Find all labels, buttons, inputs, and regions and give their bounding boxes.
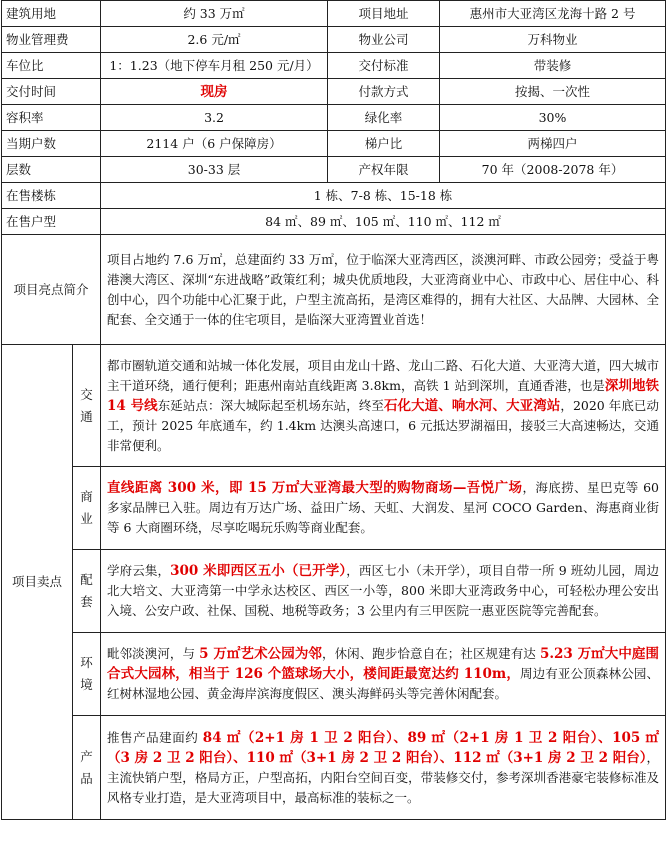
row-unit-types	[2, 209, 666, 235]
row-environment	[2, 633, 666, 716]
label-elevator-ratio: 梯户比	[328, 131, 440, 157]
value-facilities	[101, 550, 666, 633]
value-elevator-ratio: 两梯四户	[440, 131, 666, 157]
value-property-company: 万科物业	[440, 27, 666, 53]
row-product	[2, 716, 666, 820]
value-management-fee: 2.6 元/㎡	[101, 27, 328, 53]
value-green-ratio: 30%	[440, 105, 666, 131]
label-selling-points: 项目卖点	[2, 345, 73, 820]
value-product	[101, 716, 666, 820]
label-green-ratio: 绿化率	[328, 105, 440, 131]
value-highlights: 项目占地约 7.6 万㎡，总建面约 33 万㎡，位于临深大亚湾西区，淡澳河畔、市政公园旁；受益于粤港澳大湾区、深圳“东进战略”政策红利；城央优质地段，大亚湾商业中心、市政中心、居住中心、科创中心，四个功能中心汇聚于此，户型主流高拓，是湾区难得的，拥有大社区、大品牌、大园林、全配套、全交通于一体的住宅项目，是临深大亚湾置业首选！	[101, 235, 666, 345]
transport-text-3: ，2020 年底已动工，预计 2025 年底通车，约 1.4km 达澳头高速口，6 元抵达罗湖福田，接驳三大高速畅达，交通非常便利。	[107, 397, 660, 453]
value-delivery-time: 现房	[101, 79, 328, 105]
environment-text-3: 周边有亚公顶森林公园、红树林湿地公园、黄金海岸滨海度假区、澳头海鲜码头等完善休闲配套。	[107, 666, 659, 701]
environment-text-1: 毗邻淡澳河，与	[107, 646, 200, 661]
value-property-years: 70 年（2008-2078 年）	[440, 157, 666, 183]
label-floors: 层数	[2, 157, 101, 183]
facilities-text-1: 学府云集，	[107, 563, 171, 578]
facilities-text-2: ，西区七小（未开学），项目自带一所 9 班幼儿园，周边北大培文、大亚湾第一中学永达校区、西区一小等，800 米即大亚湾政务中心，可轻松办理公安出入境、公安户政、社保、国税、地税等政务；3 公里内有三甲医院一惠亚医院等完善配套。	[107, 563, 660, 618]
value-buildings: 1 栋、7-8 栋、15-18 栋	[101, 183, 666, 209]
row-management-fee	[2, 27, 666, 53]
row-commerce	[2, 467, 666, 550]
row-facilities	[2, 550, 666, 633]
project-info-table	[1, 0, 666, 820]
value-building-area: 约 33 万㎡	[101, 1, 328, 27]
row-transport	[2, 345, 666, 467]
label-environment	[73, 633, 101, 716]
product-highlight-1: 84 ㎡（2+1 房 1 卫 2 阳台）、89 ㎡（2+1 房 1 卫 2 阳台）、105 ㎡（3 房 2 卫 2 阳台）、110 ㎡（3+1 房 2 卫 2 阳台）、112 ㎡（3+1 房 2 卫 2 阳台）	[107, 729, 660, 766]
commerce-text-1: ，海底捞、星巴克等 60 多家品牌已入驻。周边有万达广场、益田广场、天虹、大润发、星河 COCO Garden、海惠商业街等 6 大商圈环绕，尽享吃喝玩乐购等商业配套。	[107, 480, 660, 535]
transport-text-1: 都市圈轨道交通和站城一体化发展，项目由龙山十路、龙山二路、石化大道、大亚湾大道，四大城市主干道环绕，通行便利；距惠州南站直线距离 3.8km，高铁 1 站到深圳，直通香港，也是	[107, 357, 660, 393]
row-floors	[2, 157, 666, 183]
row-buildings	[2, 183, 666, 209]
value-unit-types: 84 ㎡、89 ㎡、105 ㎡、110 ㎡、112 ㎡	[101, 209, 666, 235]
commerce-highlight-1: 直线距离 300 米，即 15 万㎡大亚湾最大型的购物商场—吾悦广场	[107, 480, 523, 496]
environment-highlight-1: 5 万㎡艺术公园为邻	[199, 646, 322, 662]
row-parking-ratio	[2, 53, 666, 79]
label-project-address: 项目地址	[328, 1, 440, 27]
environment-highlight-2: 5.23 万㎡大中庭围合式大园林，相当于 126 个篮球场大小，楼间距最宽达约 110m，	[107, 646, 660, 682]
transport-highlight-2: 石化大道、响水河、大亚湾站	[383, 397, 561, 414]
label-commerce-text: 商业	[80, 489, 93, 526]
transport-highlight-1: 深圳地铁 14 号线	[107, 377, 660, 414]
label-management-fee: 物业管理费	[2, 27, 101, 53]
row-delivery-time	[2, 79, 666, 105]
label-buildings: 在售楼栋	[2, 183, 101, 209]
value-environment	[101, 633, 666, 716]
label-households: 当期户数	[2, 131, 101, 157]
value-delivery-standard: 带装修	[440, 53, 666, 79]
label-delivery-standard: 交付标准	[328, 53, 440, 79]
value-plot-ratio: 3.2	[101, 105, 328, 131]
value-transport	[101, 345, 666, 467]
value-payment-method: 按揭、一次性	[440, 79, 666, 105]
row-highlights	[2, 235, 666, 345]
row-building-area	[2, 1, 666, 27]
label-parking-ratio: 车位比	[2, 53, 101, 79]
label-property-years: 产权年限	[328, 157, 440, 183]
label-product-text: 产品	[80, 748, 93, 786]
value-project-address: 惠州市大亚湾区龙海十路 2 号	[440, 1, 666, 27]
label-facilities	[73, 550, 101, 633]
product-text-1: 推售产品建面约	[107, 729, 203, 745]
value-parking-ratio: 1：1.23（地下停车月租 250 元/月）	[101, 53, 328, 79]
label-environment-text: 环境	[80, 655, 93, 692]
environment-text-2: ，休闲、跑步恰意自在；社区规建有达	[321, 646, 540, 661]
label-product	[73, 716, 101, 820]
label-payment-method: 付款方式	[328, 79, 440, 105]
value-households: 2114 户（6 户保障房）	[101, 131, 328, 157]
label-property-company: 物业公司	[328, 27, 440, 53]
value-commerce	[101, 467, 666, 550]
label-delivery-time: 交付时间	[2, 79, 101, 105]
transport-text-2: 东延站点：深大城际起至机场东站，终至	[157, 397, 384, 413]
label-plot-ratio: 容积率	[2, 105, 101, 131]
label-facilities-text: 配套	[80, 572, 93, 609]
facilities-highlight-1: 300 米即西区五小（已开学）	[170, 563, 347, 579]
label-transport-text: 交通	[80, 386, 93, 424]
label-commerce	[73, 467, 101, 550]
label-unit-types: 在售户型	[2, 209, 101, 235]
label-building-area: 建筑用地	[2, 1, 101, 27]
row-households	[2, 131, 666, 157]
label-highlights: 项目亮点简介	[2, 235, 101, 345]
product-text-2: ，主流快销户型，格局方正，户型高拓，内阳台空间百变，带装修交付，参考深圳香港豪宅装修标准及风格专业打造，是大亚湾项目中，最高标准的装标之一。	[107, 749, 660, 805]
value-floors: 30-33 层	[101, 157, 328, 183]
label-transport	[73, 345, 101, 467]
row-plot-ratio	[2, 105, 666, 131]
